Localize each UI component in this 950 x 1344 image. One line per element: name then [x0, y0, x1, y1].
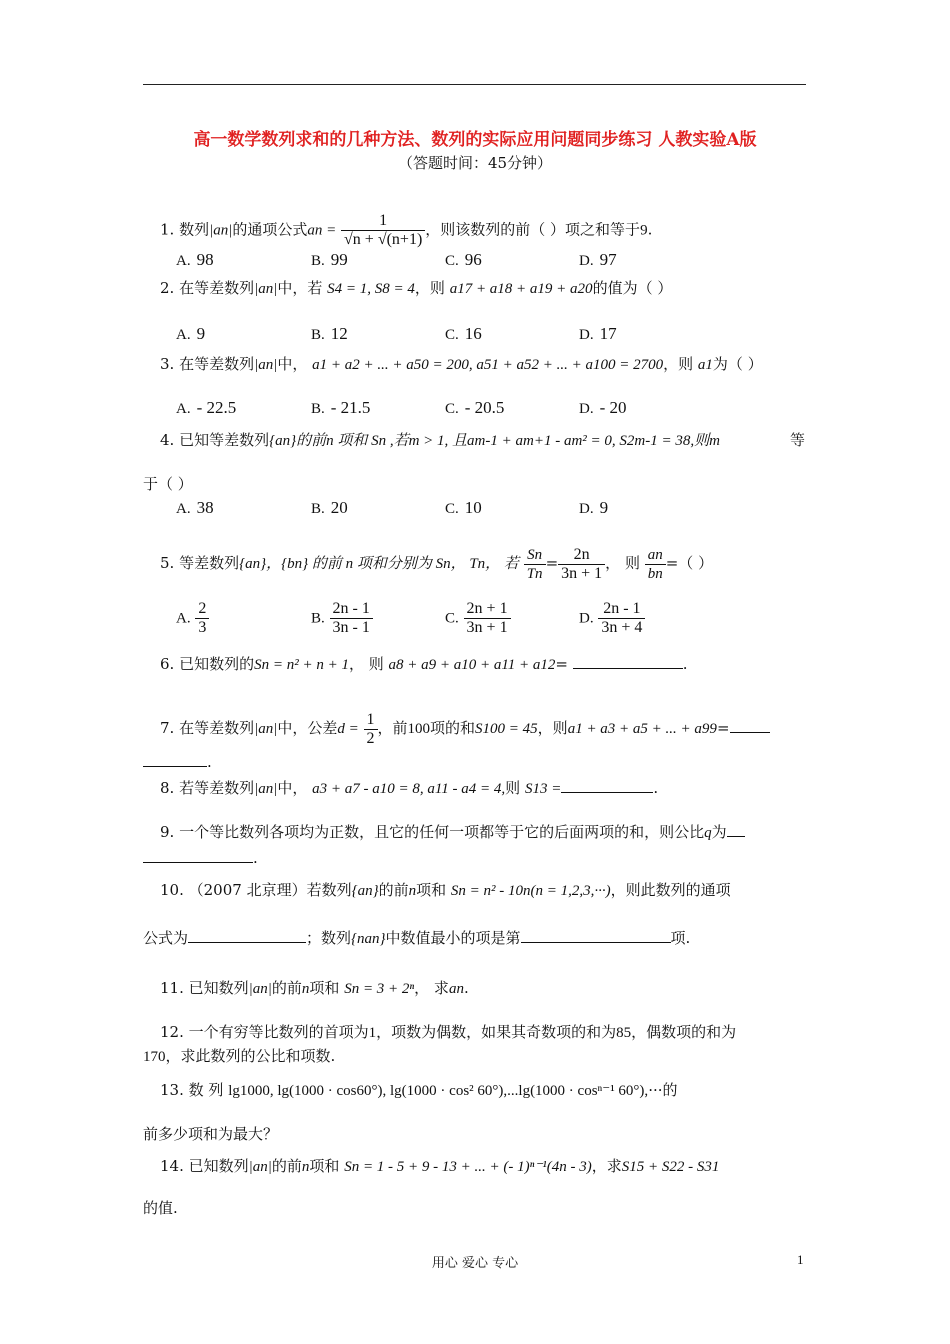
option-a: A. 98 — [176, 250, 214, 269]
question-6: 6. 已知数列的Sn = n² + n + 1， 则 a8 + a9 + a10 + a11 + a12= . — [160, 655, 688, 673]
header-rule — [143, 84, 806, 85]
page-subtitle: （答题时间：45分钟） — [397, 154, 553, 172]
answer-blank[interactable] — [573, 654, 683, 669]
answer-blank[interactable] — [727, 822, 745, 837]
question-8: 8. 若等差数列|an|中， a3 + a7 - a10 = 8, a11 - a4 = 4,则 S13 = . — [160, 779, 659, 797]
option-d: D. 9 — [579, 498, 609, 517]
question-3: 3. 在等差数列|an|中， a1 + a2 + ... + a50 = 200, a51 + a52 + ... + a100 = 2700，则 a1为（ ） — [160, 355, 763, 373]
question-9-cont: . — [143, 848, 258, 868]
question-4-tail: 等 — [790, 431, 806, 449]
question-9: 9. 一个等比数列各项均为正数，且它的任何一项都等于它的后面两项的和，则公比q为 — [160, 822, 745, 843]
fraction: $\frac{an}{bn}$ — [645, 546, 666, 583]
option-a: A. 9 — [176, 324, 206, 343]
option-b: B. 99 — [311, 250, 348, 269]
fraction: $\frac{2n}{3n + 1}$ — [558, 546, 605, 583]
question-10-cont: 公式为 ；数列{nan}中数值最小的项是第 项. — [143, 929, 691, 947]
option-c: C. $\frac{2n + 1}{3n + 1}$ — [445, 600, 511, 637]
page-footer: 用心 爱心 专心 — [431, 1256, 519, 1271]
answer-blank[interactable] — [143, 848, 253, 863]
option-d: D. 97 — [579, 250, 617, 269]
question-14-cont: 的值. — [143, 1199, 178, 1217]
option-c: C. 96 — [445, 250, 482, 269]
option-c: C. - 20.5 — [445, 398, 505, 417]
answer-blank[interactable] — [188, 928, 306, 943]
option-b: B. 20 — [311, 498, 348, 517]
option-c: C. 16 — [445, 324, 482, 343]
fraction: $\frac{1}{√n + √(n+1)}$ — [341, 212, 425, 249]
question-7: 7. 在等差数列|an|中，公差d = $\frac{1}{2}$ ，前100项的和S100 = 45，则a1 + a3 + a5 + ... + a99= — [160, 708, 770, 749]
fraction: $\frac{Sn}{Tn}$ — [524, 546, 546, 583]
question-4: 4. 已知等差数列{an}的前n 项和 Sn ,若m > 1, 且am-1 + am+1 - am² = 0, S2m-1 = 38,则m — [160, 431, 720, 449]
question-14: 14. 已知数列|an|的前n项和 Sn = 1 - 5 + 9 - 13 + ... + (- 1)ⁿ⁻¹(4n - 3)，求S15 + S22 - S31 — [160, 1157, 720, 1175]
question-2: 2. 在等差数列|an|中，若 S4 = 1, S8 = 4，则 a17 + a18 + a19 + a20的值为（ ） — [160, 279, 673, 297]
option-c: C. 10 — [445, 498, 482, 517]
question-4-cont: 于（ ） — [143, 475, 193, 493]
option-d: D. - 20 — [579, 398, 627, 417]
option-b: B. 12 — [311, 324, 348, 343]
option-d: D. $\frac{2n - 1}{3n + 4}$ — [579, 600, 645, 637]
question-12-cont: 170，求此数列的公比和项数. — [143, 1047, 336, 1065]
answer-blank[interactable] — [730, 718, 770, 733]
question-1: 1. 数列|an|的通项公式an = $\frac{1}{√n + √(n+1)}$ ，则该数列的前（ ）项之和等于9. — [160, 212, 653, 248]
option-a: A. 38 — [176, 498, 214, 517]
question-13: 13. 数 列 lg1000, lg(1000 · cos60°), lg(1000 · cos² 60°),...lg(1000 · cosⁿ⁻¹ 60°),···的 — [160, 1081, 678, 1099]
question-10: 10. （2007 北京理）若数列{an}的前n项和 Sn = n² - 10n(n = 1,2,3,···)，则此数列的通项 — [160, 881, 731, 899]
question-12: 12. 一个有穷等比数列的首项为1，项数为偶数，如果其奇数项的和为85，偶数项的和为 — [160, 1023, 737, 1041]
answer-blank[interactable] — [143, 752, 207, 767]
question-7-cont: . — [143, 752, 212, 772]
answer-blank[interactable] — [521, 928, 671, 943]
option-d: D. 17 — [579, 324, 617, 343]
option-b: B. $\frac{2n - 1}{3n - 1}$ — [311, 600, 373, 637]
option-a: A. $\frac{2}{3}$ — [176, 600, 209, 637]
answer-blank[interactable] — [561, 778, 653, 793]
question-5: 5. 等差数列{an}，{bn} 的前 n 项和分别为 Sn， Tn， 若 $\frac{Sn}{Tn}$ = $\frac{2n}{3n + 1}$ ， 则 $\frac{an}{bn}$ =（ ） — [160, 545, 714, 582]
page-title: 高一数学数列求和的几种方法、数列的实际应用问题同步练习 人教实验A版 — [193, 130, 757, 150]
page-number: 1 — [797, 1252, 804, 1267]
question-11: 11. 已知数列|an|的前n项和 Sn = 3 + 2ⁿ， 求an. — [160, 979, 469, 997]
question-13-cont: 前多少项和为最大？ — [143, 1125, 279, 1143]
fraction: $\frac{1}{2}$ — [364, 711, 378, 748]
option-a: A. - 22.5 — [176, 398, 237, 417]
option-b: B. - 21.5 — [311, 398, 371, 417]
